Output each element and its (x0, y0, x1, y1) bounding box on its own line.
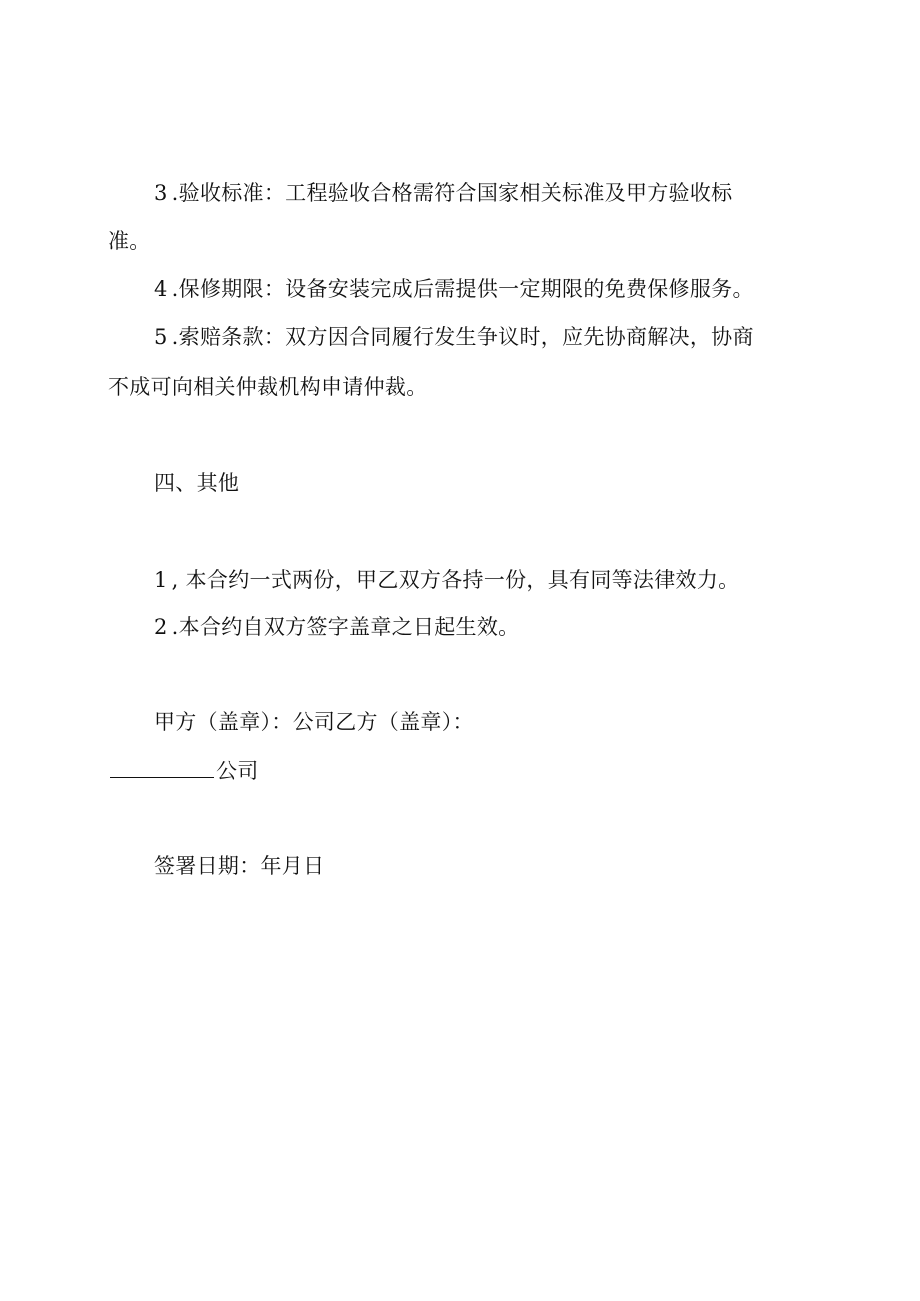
clause-5-number: 5 (154, 325, 168, 349)
other-1-text: , 本合约一式两份，甲乙双方各持一份，具有同等法律效力。 (171, 568, 740, 592)
clause-4-number: 4 (154, 277, 168, 301)
clause-5-line-2: 不成可向相关仲裁机构申请仲裁。 (108, 375, 428, 399)
clause-4-text: .保修期限：设备安装完成后需提供一定期限的免费保修服务。 (171, 277, 754, 301)
company-blank-underline (110, 757, 214, 778)
signature-company-line (110, 756, 259, 786)
other-2-number: 2 (154, 615, 168, 639)
clause-3-line-2: 准。 (108, 229, 151, 253)
clause-3-number: 3 (154, 181, 168, 205)
section-heading-other: 四、其他 (154, 471, 240, 495)
clause-3-line-1 (154, 178, 732, 208)
signature-parties: 甲方（盖章）：公司乙方（盖章）： (154, 710, 474, 734)
other-1-number: 1 (154, 568, 168, 592)
clause-5-text: .索赔条款：双方因合同履行发生争议时，应先协商解决，协商 (171, 325, 754, 349)
clause-3-text: .验收标准：工程验收合格需符合国家相关标准及甲方验收标 (171, 181, 733, 205)
company-suffix: 公司 (216, 759, 259, 783)
other-2-text: .本合约自双方签字盖章之日起生效。 (171, 615, 520, 639)
clause-5-line-1 (154, 322, 754, 352)
other-1-line (154, 565, 739, 595)
clause-4-line (154, 274, 754, 304)
other-2-line (154, 612, 519, 642)
signing-date: 签署日期：年月日 (154, 854, 325, 878)
